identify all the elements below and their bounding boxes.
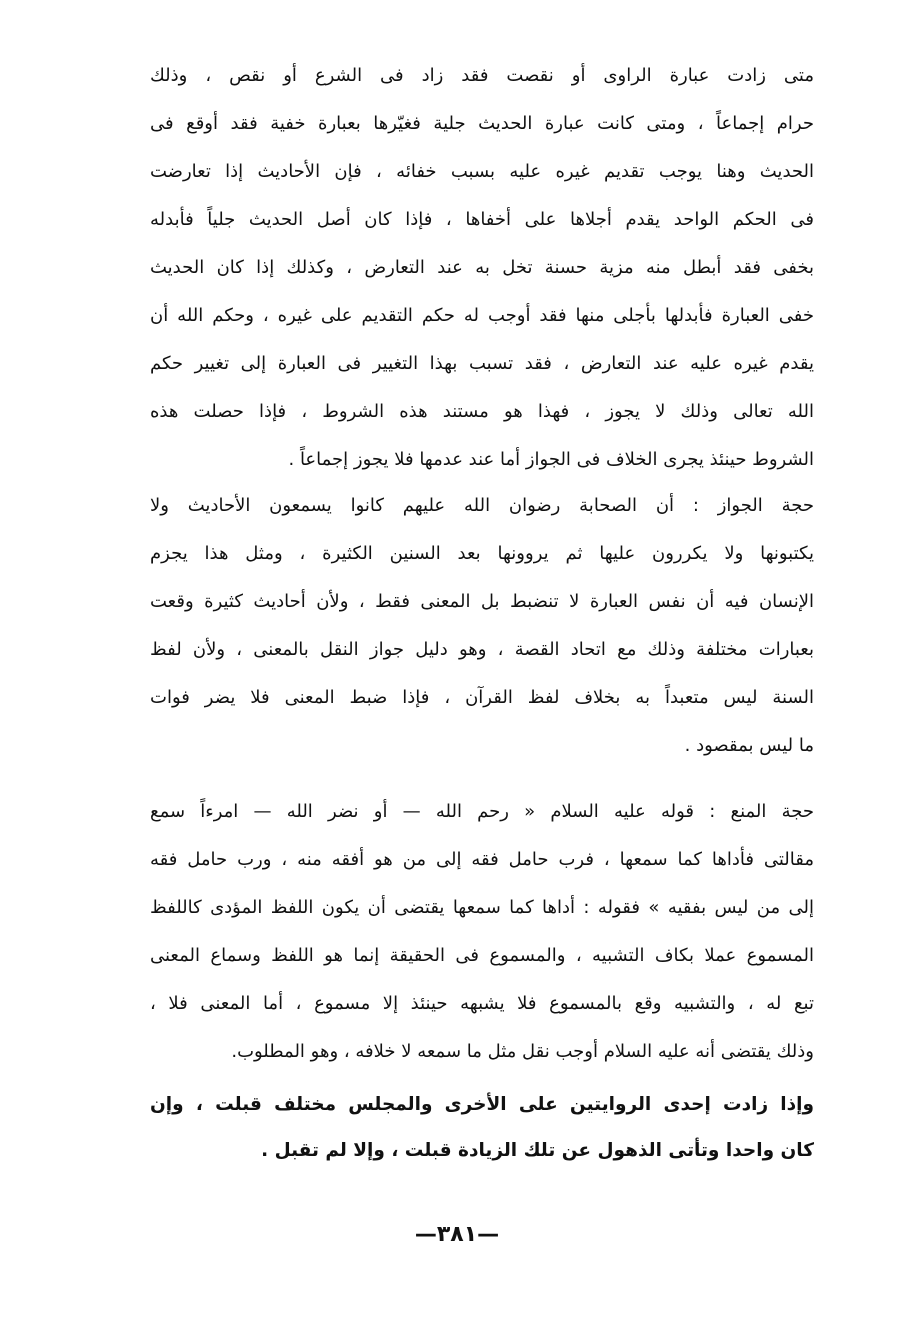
- text-line: بخفى فقد أبطل منه مزية حسنة تخل به عند التعارض ، وكذلك إذا كان الحديث: [150, 257, 814, 278]
- text-line: ما ليس بمقصود .: [684, 735, 814, 756]
- text-line: بعبارات مختلفة وذلك مع اتحاد القصة ، وهو دليل جواز النقل بالمعنى ، ولأن لفظ: [150, 639, 814, 660]
- text-line: المسموع عملا بكاف التشبيه ، والمسموع فى الحقيقة إنما هو اللفظ وسماع المعنى: [150, 945, 814, 966]
- text-line: الشروط حينئذ يجرى الخلاف فى الجواز أما عند عدمها فلا يجوز إجماعاً .: [288, 449, 814, 470]
- page-number: —٣٨١—: [414, 1222, 500, 1247]
- text-line: حرام إجماعاً ، ومتى كانت عبارة الحديث جلية فغيّرها بعبارة خفية فقد أوقع فى: [150, 113, 814, 134]
- text-line: يكتبونها ولا يكررون عليها ثم يروونها بعد السنين الكثيرة ، ومثل هذا يجزم: [150, 543, 814, 564]
- text-line: الحديث وهنا يوجب تقديم غيره عليه بسبب خفائه ، فإن الأحاديث إذا تعارضت: [150, 161, 814, 182]
- text-line: السنة ليس متعبداً به بخلاف لفظ القرآن ، فإذا ضبط المعنى فلا يضر فوات: [150, 687, 814, 708]
- paragraph-conditions: [150, 52, 814, 484]
- text-line: مقالتى فأداها كما سمعها ، فرب حامل فقه إلى من هو أفقه منه ، ورب حامل فقه: [150, 849, 814, 870]
- paragraph-argument-permission: [150, 482, 814, 770]
- text-line: الله تعالى وذلك لا يجوز ، فهذا هو مستند هذه الشروط ، فإذا حصلت هذه: [150, 401, 814, 422]
- text-line: الإنسان فيه أن نفس العبارة لا تنضبط بل المعنى فقط ، ولأن أحاديث كثيرة وقعت: [150, 591, 814, 612]
- text-line: حجة الجواز : أن الصحابة رضوان الله عليهم كانوا يسمعون الأحاديث ولا: [150, 495, 814, 516]
- paragraph-additional-narration: [150, 1082, 814, 1174]
- text-line: فى الحكم الواحد يقدم أجلاها على أخفاها ، فإذا كان أصل الحديث جلياً فأبدله: [150, 209, 814, 230]
- text-line: خفى العبارة فأبدلها بأجلى منها فقد أوجب له حكم التقديم على غيره ، وحكم الله أن: [150, 305, 814, 326]
- paragraph-argument-prohibition: [150, 788, 814, 1076]
- text-line: يقدم غيره عليه عند التعارض ، فقد تسبب بهذا التغيير فى العبارة إلى تغيير حكم: [150, 353, 814, 374]
- text-line: وإذا زادت إحدى الروايتين على الأخرى والمجلس مختلف قبلت ، وإن: [150, 1094, 814, 1115]
- text-line: كان واحدا وتأتى الذهول عن تلك الزيادة قبلت ، وإلا لم تقبل .: [261, 1140, 814, 1161]
- text-line: تبع له ، والتشبيه وقع بالمسموع فلا يشبهه حينئذ إلا مسموع ، أما المعنى فلا ،: [150, 993, 814, 1014]
- text-line: حجة المنع : قوله عليه السلام « رحم الله — أو نضر الله — امرءاً سمع: [150, 801, 814, 822]
- text-line: إلى من ليس بفقيه » فقوله : أداها كما سمعها يقتضى أن يكون اللفظ المؤدى كاللفظ: [150, 897, 814, 918]
- text-line: وذلك يقتضى أنه عليه السلام أوجب نقل مثل ما سمعه لا خلافه ، وهو المطلوب.: [231, 1041, 814, 1062]
- text-line: متى زادت عبارة الراوى أو نقصت فقد زاد فى الشرع أو نقص ، وذلك: [150, 65, 814, 86]
